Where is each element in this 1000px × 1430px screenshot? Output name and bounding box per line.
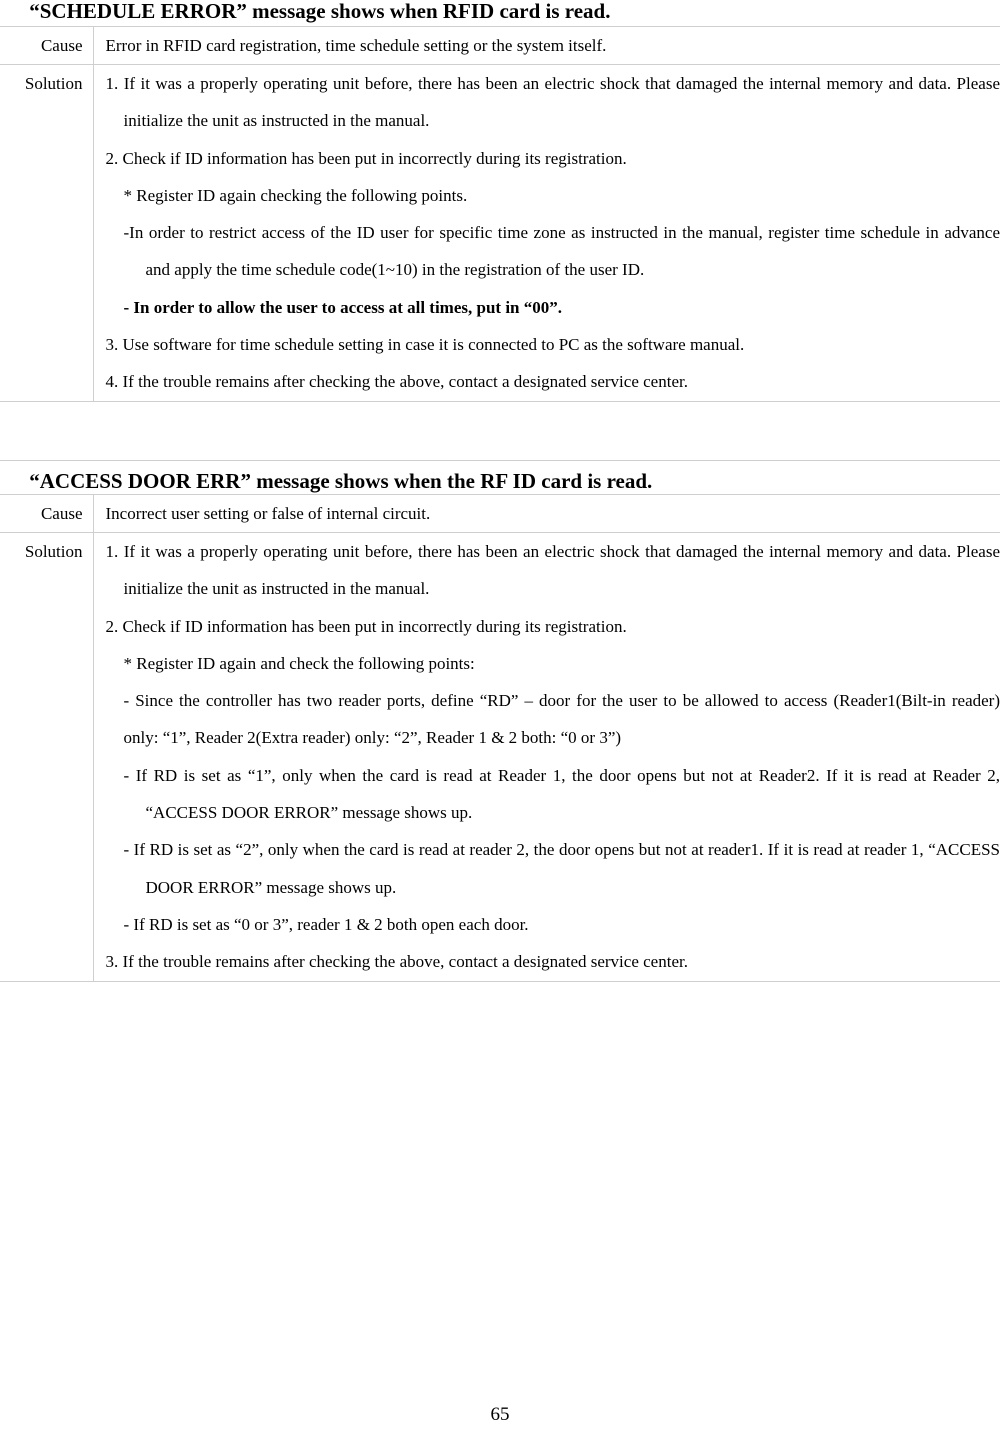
solution-content xyxy=(93,533,1000,982)
page-number: 65 xyxy=(0,1400,1000,1430)
solution-step: 3. If the trouble remains after checking the above, contact a designated service center. xyxy=(106,943,1000,980)
cause-row xyxy=(0,27,1000,65)
access-door-error-section xyxy=(0,460,1000,982)
cause-text: Error in RFID card registration, time schedule setting or the system itself. xyxy=(93,27,1000,65)
solution-content xyxy=(93,65,1000,402)
solution-step: 2. Check if ID information has been put in incorrectly during its registration. xyxy=(106,140,1000,177)
cause-text: Incorrect user setting or false of internal circuit. xyxy=(93,495,1000,533)
solution-step: 3. Use software for time schedule setting in case it is connected to PC as the software manual. xyxy=(106,326,1000,363)
solution-subpoint: - If RD is set as “1”, only when the card is read at Reader 1, the door opens but not at Reader2. If it is read at Reader 2, “ACCESS DOOR ERROR” message shows up. xyxy=(106,757,1000,832)
section-title xyxy=(0,460,1000,494)
solution-step: 4. If the trouble remains after checking the above, contact a designated service center. xyxy=(106,363,1000,400)
section-title-text: “ACCESS DOOR ERR” message shows when the RF ID card is read. xyxy=(29,469,652,493)
solution-subpoint: -In order to restrict access of the ID user for specific time zone as instructed in the manual, register time schedule in advance and apply the time schedule code(1~10) in the registration of the user ID. xyxy=(106,214,1000,289)
troubleshooting-table xyxy=(0,26,1000,402)
section-title xyxy=(0,0,1000,26)
solution-step: 1. If it was a properly operating unit before, there has been an electric shock that damaged the internal memory and data. Please initialize the unit as instructed in the manual. xyxy=(106,65,1000,140)
solution-row xyxy=(0,533,1000,982)
solution-note: * Register ID again checking the following points. xyxy=(106,177,1000,214)
solution-label: Solution xyxy=(0,533,93,982)
cause-row xyxy=(0,495,1000,533)
solution-row xyxy=(0,65,1000,402)
cause-label: Cause xyxy=(0,27,93,65)
schedule-error-section xyxy=(0,0,1000,402)
solution-subpoint: - Since the controller has two reader ports, define “RD” – door for the user to be allowed to access (Reader1(Bilt-in reader) only: “1”, Reader 2(Extra reader) only: “2”, Reader 1 & 2 both: “0 or 3”) xyxy=(106,682,1000,757)
solution-note: * Register ID again and check the following points: xyxy=(106,645,1000,682)
solution-subpoint: - If RD is set as “2”, only when the card is read at reader 2, the door opens but not at reader1. If it is read at reader 1, “ACCESS DOOR ERROR” message shows up. xyxy=(106,831,1000,906)
solution-step: 1. If it was a properly operating unit before, there has been an electric shock that damaged the internal memory and data. Please initialize the unit as instructed in the manual. xyxy=(106,533,1000,608)
solution-step: 2. Check if ID information has been put in incorrectly during its registration. xyxy=(106,608,1000,645)
cause-label: Cause xyxy=(0,495,93,533)
solution-subpoint: - In order to allow the user to access at all times, put in “00”. xyxy=(106,289,1000,326)
troubleshooting-table xyxy=(0,494,1000,982)
solution-subpoint: - If RD is set as “0 or 3”, reader 1 & 2 both open each door. xyxy=(106,906,1000,943)
solution-label: Solution xyxy=(0,65,93,402)
section-title-text: “SCHEDULE ERROR” message shows when RFID card is read. xyxy=(29,0,610,23)
